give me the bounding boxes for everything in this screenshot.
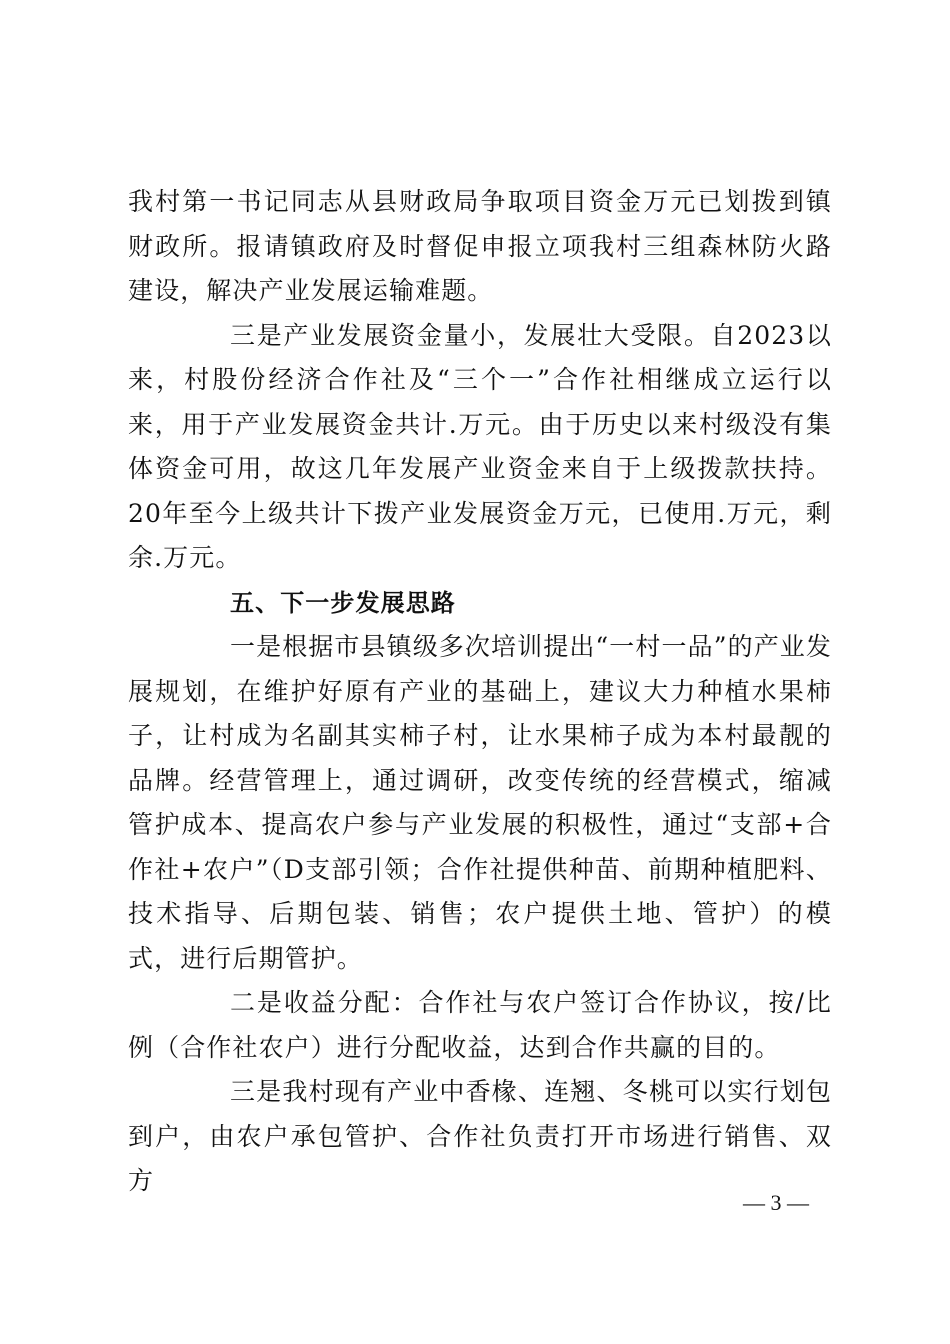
document-body (128, 180, 832, 1204)
section-heading: 五、下一步发展思路 (230, 588, 456, 617)
paragraph-continuation: 我村第一书记同志从县财政局争取项目资金万元已划拨到镇财政所。报请镇政府及时督促申报立项我村三组森林防火路建设，解决产业发展运输难题。 (128, 187, 832, 305)
paragraph-development-plan: 一是根据市县镇级多次培训提出“一村一品”的产业发展规划，在维护好原有产业的基础上，建议大力种植水果柿子，让村成为名副其实柿子村，让水果柿子成为本村最靓的品牌。经营管理上，通过调研，改变传统的经营模式，缩减管护成本、提高农户参与产业发展的积极性，通过“支部+合作社+农户”（D支部引领；合作社提供种苗、前期种植肥料、技术指导、后期包装、销售；农户提供土地、管护）的模式，进行后期管护。 (128, 632, 832, 973)
paragraph-income-distribution: 二是收益分配：合作社与农户签订合作协议，按/比例（合作社农户）进行分配收益，达到合作共赢的目的。 (128, 988, 832, 1062)
paragraph-funding-constraint: 三是产业发展资金量小，发展壮大受限。自2023以来，村股份经济合作社及“三个一”合作社相继成立运行以来，用于产业发展资金共计.万元。由于历史以来村级没有集体资金可用，故这几年发展产业资金来自于上级拨款扶持。20年至今上级共计下拨产业发展资金万元，已使用.万元，剩余.万元。 (128, 320, 832, 572)
page-number: — 3 — (743, 1190, 809, 1215)
paragraph-contracting: 三是我村现有产业中香椽、连翘、冬桃可以实行划包到户，由农户承包管护、合作社负责打开市场进行销售、双方 (128, 1077, 832, 1195)
